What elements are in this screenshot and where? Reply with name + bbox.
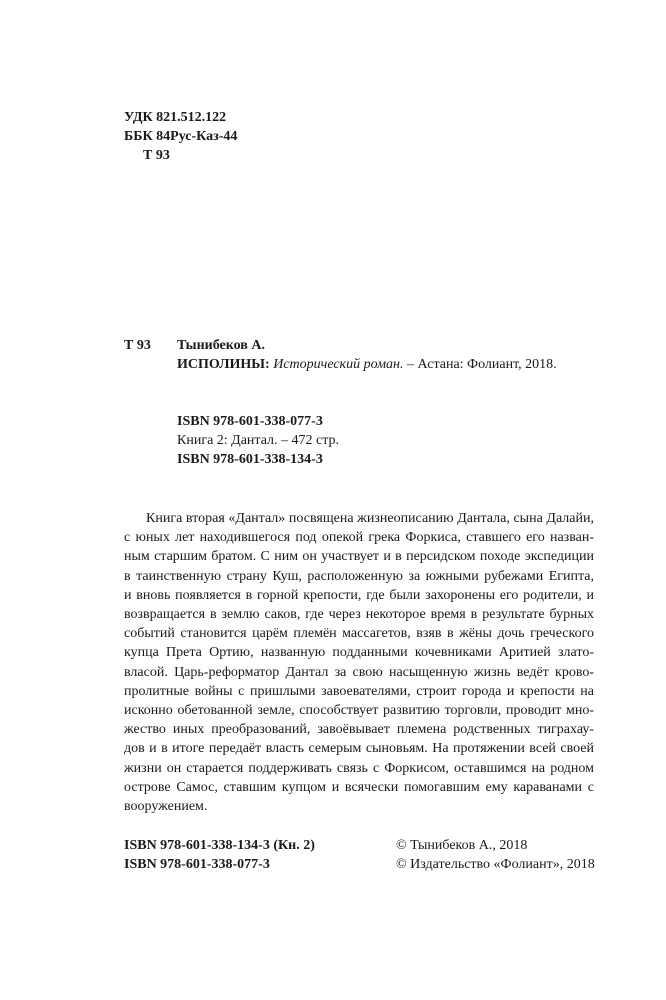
author-mark: Т 93 bbox=[143, 148, 170, 163]
abstract-line: купца Прета Ортию, названную подданными кочевниками Аритией злато- bbox=[124, 645, 594, 661]
entry-title: ИСПОЛИНЫ: bbox=[177, 357, 270, 372]
footer-isbn-set: ISBN 978-601-338-077-3 bbox=[124, 857, 270, 872]
udk-code: УДК 821.512.122 bbox=[124, 110, 227, 125]
volume-info: Книга 2: Дантал. – 472 стр. bbox=[177, 433, 340, 448]
abstract-line: власой. Царь-реформатор Дантал за свою насыщенную жизнь ведёт крово- bbox=[124, 664, 594, 680]
entry-author: Тынибеков А. bbox=[177, 338, 265, 353]
entry-imprint: – Астана: Фолиант, 2018. bbox=[406, 357, 557, 372]
isbn-main: ISBN 978-601-338-077-3 bbox=[177, 414, 323, 429]
bbk-code: ББК 84Рус-Каз-44 bbox=[124, 129, 238, 144]
abstract-line: острове Самос, ставшим купцом и всячески помогавшим ему караванами с bbox=[124, 779, 594, 795]
abstract-line: пролитные войны с пришлыми завоевателями, строит города и крепости на bbox=[124, 683, 594, 699]
abstract-line: жество иных преобразований, завоёвывает племена родственных тиграхау- bbox=[124, 722, 594, 738]
abstract-line: событий становится царём племён массагетов, взяв в жёны дочь греческого bbox=[124, 626, 594, 642]
abstract-line: возвращается в землю саков, где через некоторое время в результате бурных bbox=[124, 607, 594, 623]
abstract-line: вооружением. bbox=[124, 799, 208, 815]
abstract-paragraph bbox=[124, 509, 594, 816]
entry-author-mark: Т 93 bbox=[124, 338, 151, 353]
abstract-line: в таинственную страну Куш, расположенную за южными рубежами Египта, bbox=[124, 568, 594, 584]
copyright-author: © Тынибеков А., 2018 bbox=[396, 838, 528, 853]
footer-isbn-volume: ISBN 978-601-338-134-3 (Кн. 2) bbox=[124, 838, 315, 853]
entry-title-line bbox=[177, 356, 557, 374]
abstract-line: ным старшим братом. С ним он участвует и в персидском походе экспедиции bbox=[124, 549, 594, 565]
abstract-line: с юных лет находившегося под опекой грека Форкиса, ставшего его назван- bbox=[124, 530, 594, 546]
abstract-line: исконно обетованной земле, способствует развитию торговли, проводит мно- bbox=[124, 703, 594, 719]
abstract-line: и вновь появляется в горной крепости, где были захоронены его родители, и bbox=[124, 587, 594, 603]
isbn-volume: ISBN 978-601-338-134-3 bbox=[177, 452, 323, 467]
abstract-line: жизни он старается поддерживать связь с Форкисом, оставшимся на родном bbox=[124, 760, 594, 776]
abstract-line: Книга вторая «Дантал» посвящена жизнеописанию Дантала, сына Далайи, bbox=[146, 511, 594, 526]
copyright-publisher: © Издательство «Фолиант», 2018 bbox=[396, 857, 595, 872]
entry-subtitle: Исторический роман. bbox=[273, 357, 404, 372]
abstract-line: дов и в итоге передаёт власть семерым сыновьям. На протяжении всей своей bbox=[124, 741, 594, 757]
